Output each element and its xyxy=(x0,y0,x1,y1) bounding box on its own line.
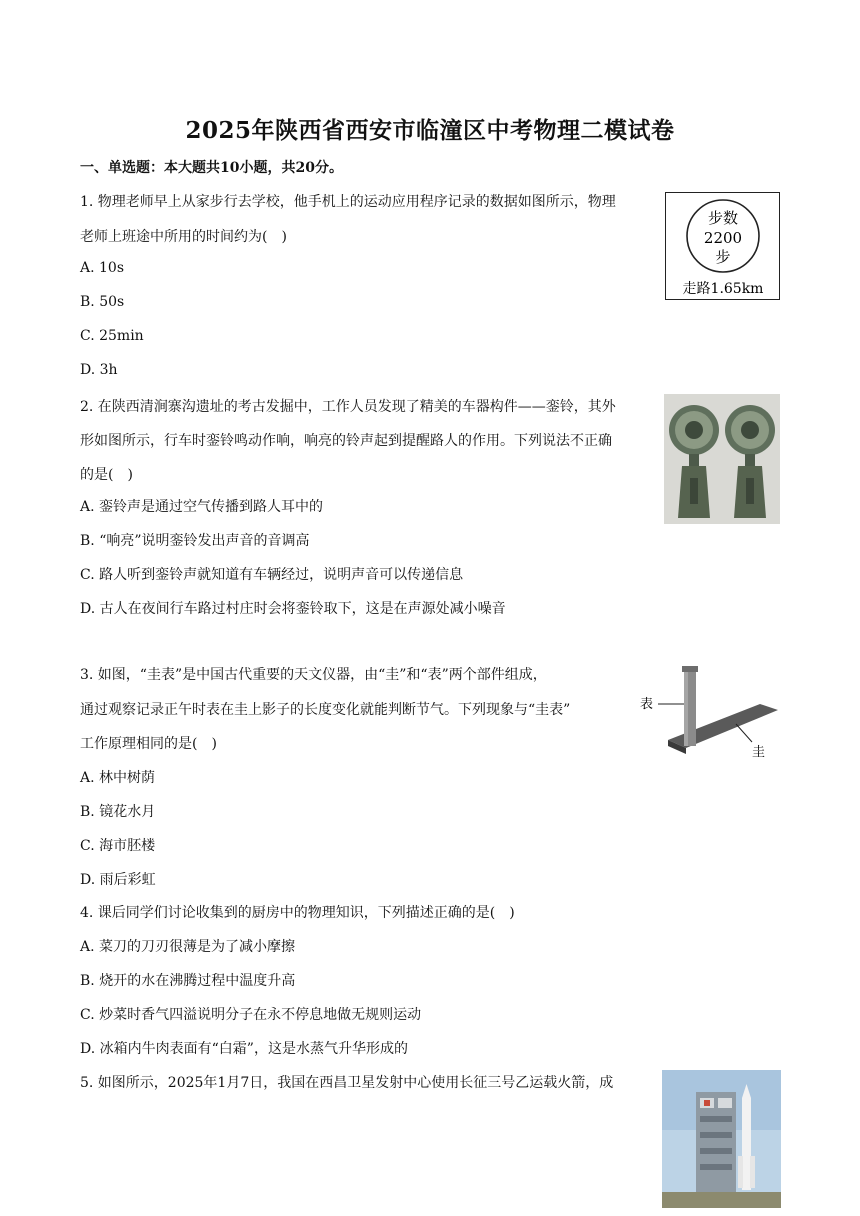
section-heading: 一、单选题：本大题共10小题，共20分。 xyxy=(80,160,343,176)
q2-option-a: A. 銮铃声是通过空气传播到路人耳中的 xyxy=(80,499,324,515)
page-title: 2025年陕西省西安市临潼区中考物理二模试卷 xyxy=(185,117,675,144)
q1-option-c: C. 25min xyxy=(80,328,144,344)
q4-option-b: B. 烧开的水在沸腾过程中温度升高 xyxy=(80,973,296,989)
q4-option-c: C. 炒菜时香气四溢说明分子在永不停息地做无规则运动 xyxy=(80,1007,422,1023)
q3-text-line-1: 3. 如图，“圭表”是中国古代重要的天文仪器，由“圭”和“表”两个部件组成， xyxy=(80,667,547,683)
q1-text-line-1: 1. 物理老师早上从家步行去学校，他手机上的运动应用程序记录的数据如图所示，物理 xyxy=(80,194,616,210)
q3-text-line-2: 通过观察记录正午时表在圭上影子的长度变化就能判断节气。下列现象与“圭表” xyxy=(80,702,571,718)
q1-text-line-2: 老师上班途中所用的时间约为( ) xyxy=(80,229,287,245)
bronze-bell-photo xyxy=(664,394,780,524)
q5-text-line-1: 5. 如图所示，2025年1月7日，我国在西昌卫星发射中心使用长征三号乙运载火箭，成 xyxy=(80,1075,614,1091)
q4-option-d: D. 冰箱内牛肉表面有“白霜”，这是水蒸气升华形成的 xyxy=(80,1041,408,1057)
q1-option-d: D. 3h xyxy=(80,362,118,378)
q2-text-line-3: 的是( ) xyxy=(80,467,133,483)
q3-option-b: B. 镜花水月 xyxy=(80,804,156,820)
q1-option-a: A. 10s xyxy=(80,260,125,276)
step-count: 2200 xyxy=(703,229,743,247)
walk-distance: 走路1.65km xyxy=(682,281,764,297)
step-label-1: 步数 xyxy=(707,209,739,227)
q3-option-a: A. 林中树荫 xyxy=(80,770,156,786)
q2-text-line-2: 形如图所示，行车时銮铃鸣动作响，响亮的铃声起到提醒路人的作用。下列说法不正确 xyxy=(80,433,612,449)
step-label-2: 步 xyxy=(715,248,731,266)
q2-text-line-1: 2. 在陕西清涧寨沟遗址的考古发掘中，工作人员发现了精美的车器构件——銮铃，其外 xyxy=(80,399,616,415)
q3-option-c: C. 海市胚楼 xyxy=(80,838,156,854)
q2-option-d: D. 古人在夜间行车路过村庄时会将銮铃取下，这是在声源处减小噪音 xyxy=(80,601,506,617)
q3-option-d: D. 雨后彩虹 xyxy=(80,872,156,888)
q1-option-b: B. 50s xyxy=(80,294,125,310)
label-biao: 表 xyxy=(640,697,654,712)
q3-text-line-3: 工作原理相同的是( ) xyxy=(80,736,217,752)
rocket-launch-photo xyxy=(662,1070,781,1208)
q2-option-c: C. 路人听到銮铃声就知道有车辆经过，说明声音可以传递信息 xyxy=(80,567,464,583)
q4-option-a: A. 菜刀的刀刃很薄是为了减小摩擦 xyxy=(80,939,296,955)
step-counter-figure xyxy=(665,192,780,300)
gnomon-figure xyxy=(640,662,780,766)
q4-text-line-1: 4. 课后同学们讨论收集到的厨房中的物理知识，下列描述正确的是( ) xyxy=(80,905,515,921)
q2-option-b: B. “响亮”说明銮铃发出声音的音调高 xyxy=(80,533,310,549)
label-gui: 圭 xyxy=(752,745,766,760)
